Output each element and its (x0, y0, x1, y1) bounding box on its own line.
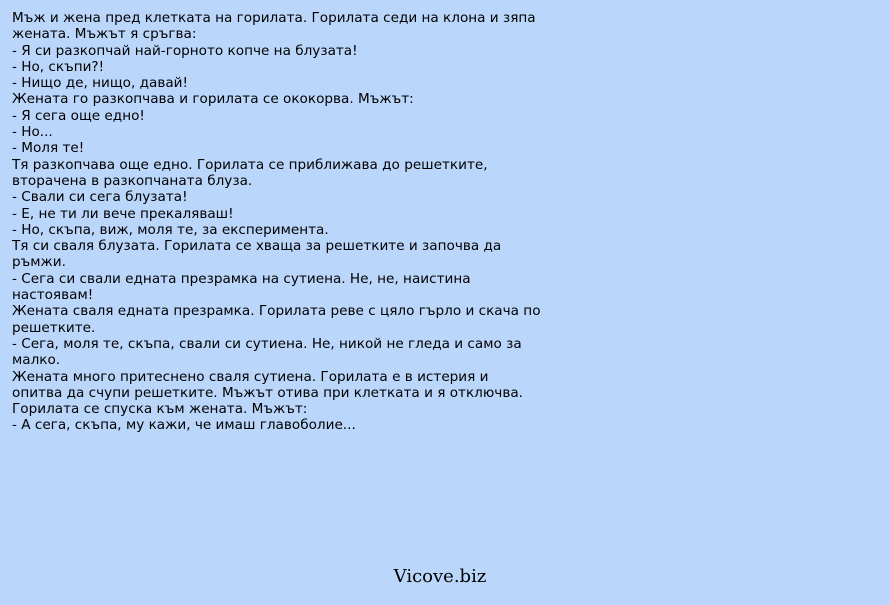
joke-line: - Е, не ти ли вече прекаляваш! (12, 205, 234, 222)
joke-line: - Сега, моля те, скъпа, свали си сутиена. Не, никой не гледа и само за (12, 335, 522, 352)
joke-line: - Я си разкопчай най-горното копче на блузата! (12, 42, 358, 59)
joke-line: жената. Мъжът я сръгва: (12, 26, 197, 43)
joke-line: настоявам! (12, 287, 94, 304)
joke-line: - Я сега още едно! (12, 107, 145, 124)
joke-line: - Моля те! (12, 140, 85, 157)
joke-line: - Свали си сега блузата! (12, 189, 188, 206)
joke-line: - А сега, скъпа, му кажи, че имаш главоболие... (12, 417, 356, 434)
joke-line: - Нищо де, нищо, давай! (12, 75, 188, 92)
joke-line: опитва да счупи решетките. Мъжът отива при клетката и я отключва. (12, 384, 523, 401)
joke-line: - Но, скъпи?! (12, 58, 105, 75)
joke-text (12, 10, 872, 434)
site-watermark: Vicove.biz (393, 566, 487, 587)
joke-line: Тя разкопчава още едно. Горилата се приближава до решетките, (12, 156, 488, 173)
joke-line: Тя си сваля блузата. Горилата се хваща за решетките и започва да (12, 238, 502, 255)
joke-line: Жената сваля едната презрамка. Горилата реве с цяло гърло и скача по (12, 303, 541, 320)
joke-line: ръмжи. (12, 254, 66, 271)
joke-line: Горилата се спуска към жената. Мъжът: (12, 401, 308, 418)
joke-line: - Сега си свали едната презрамка на сутиена. Не, не, наистина (12, 270, 471, 287)
joke-line: Жената го разкопчава и горилата се ококорва. Мъжът: (12, 91, 414, 108)
joke-line: вторачена в разкопчаната блуза. (12, 172, 253, 189)
joke-line: Мъж и жена пред клетката на горилата. Горилата седи на клона и зяпа (12, 10, 536, 26)
joke-line: - Но... (12, 124, 53, 141)
joke-line: - Но, скъпа, виж, моля те, за експеримента. (12, 221, 329, 238)
joke-line: Жената много притеснено сваля сутиена. Горилата е в истерия и (12, 368, 489, 385)
joke-line: решетките. (12, 319, 96, 336)
joke-line: малко. (12, 352, 61, 369)
